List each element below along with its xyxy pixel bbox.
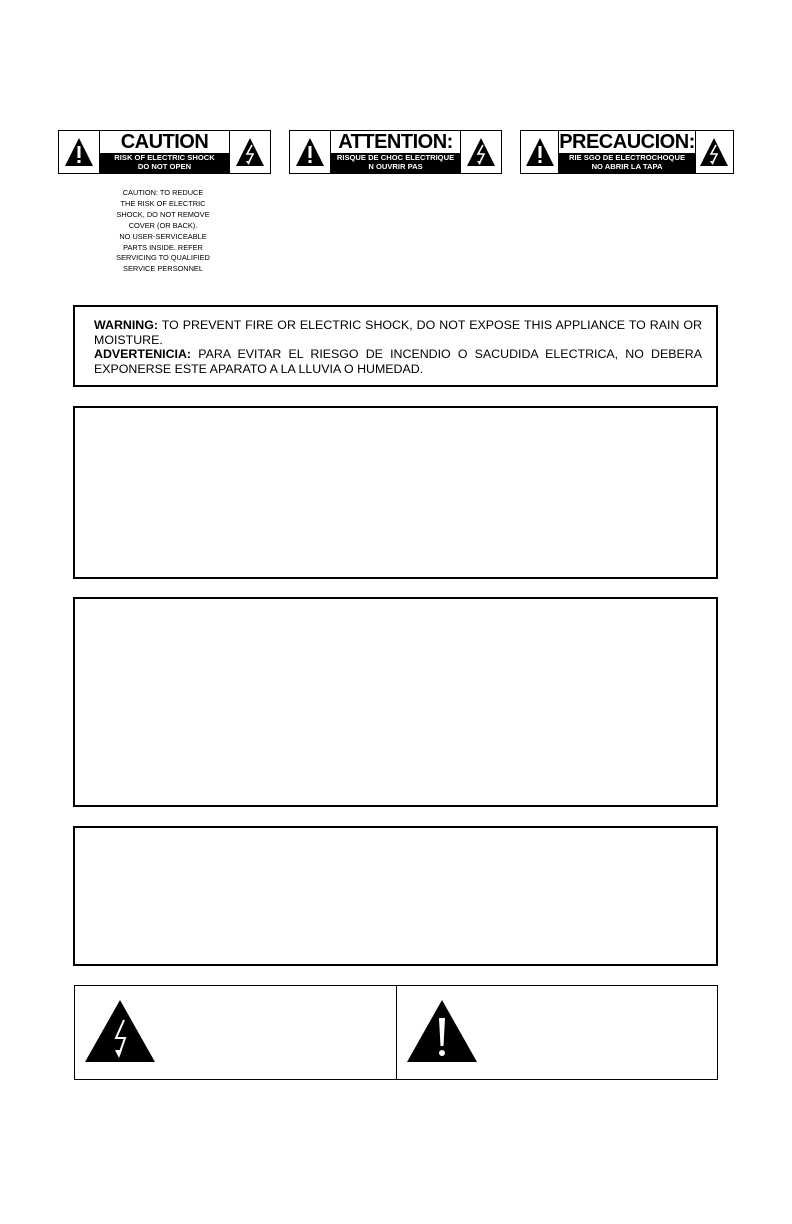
caution-note-line: NO USER-SERVICEABLE (119, 231, 207, 241)
warning-text-es: PARA EVITAR EL RIESGO DE INCENDIO O SACUDIDA ELECTRICA, NO DEBERA EXPONERSE ESTE APARATO A LA LLUVIA O HUMEDAD. (94, 347, 702, 376)
lightning-symbol-cell (75, 986, 396, 1079)
caution-note-line: PARTS INSIDE. REFER (123, 242, 203, 252)
caution-note-line: COVER (OR BACK). (128, 220, 198, 230)
empty-notice-box (73, 826, 718, 966)
precaucion-line1: RIE SGO DE ELECTROCHOQUE (568, 153, 686, 163)
exclamation-triangle-icon (521, 131, 558, 173)
caution-note-line: THE RISK OF ELECTRIC (120, 198, 206, 208)
attention-title: ATTENTION: (338, 131, 453, 153)
exclamation-triangle-icon (405, 998, 479, 1064)
symbols-box (74, 985, 718, 1080)
attention-line1: RISQUE DE CHOC ELECTRIQUE (336, 153, 455, 163)
attention-line2: N OUVRIR PAS (368, 162, 423, 171)
caution-note-line: SERVICING TO QUALIFIED (116, 253, 210, 263)
caution-line1: RISK OF ELECTRIC SHOCK (114, 153, 215, 163)
caution-note-line: CAUTION: TO REDUCE (122, 188, 204, 197)
warning-box (73, 305, 718, 387)
lightning-triangle-icon (461, 131, 501, 173)
exclamation-symbol-cell (396, 986, 718, 1079)
lightning-triangle-icon (83, 998, 157, 1064)
empty-notice-box (73, 406, 718, 579)
warning-label-es: ADVERTENICIA: (94, 347, 192, 361)
precaucion-title: PRECAUCION: (559, 131, 695, 153)
warning-label-en: WARNING: (94, 318, 159, 332)
attention-label (289, 130, 502, 174)
caution-note-line: SERVICE PERSONNEL (123, 264, 203, 274)
precaucion-label (520, 130, 734, 174)
lightning-triangle-icon (230, 131, 270, 173)
empty-notice-box (73, 597, 718, 807)
caution-line2: DO NOT OPEN (137, 162, 192, 171)
exclamation-triangle-icon (290, 131, 330, 173)
caution-note-line: SHOCK, DO NOT REMOVE (116, 209, 210, 219)
lightning-triangle-icon (696, 131, 733, 173)
caution-title: CAUTION (120, 131, 209, 153)
precaucion-line2: NO ABRIR LA TAPA (591, 162, 663, 171)
caution-note (103, 188, 223, 275)
exclamation-triangle-icon (59, 131, 99, 173)
warning-text-en: TO PREVENT FIRE OR ELECTRIC SHOCK, DO NOT EXPOSE THIS APPLIANCE TO RAIN OR MOISTURE. (94, 318, 702, 347)
caution-label (58, 130, 271, 174)
